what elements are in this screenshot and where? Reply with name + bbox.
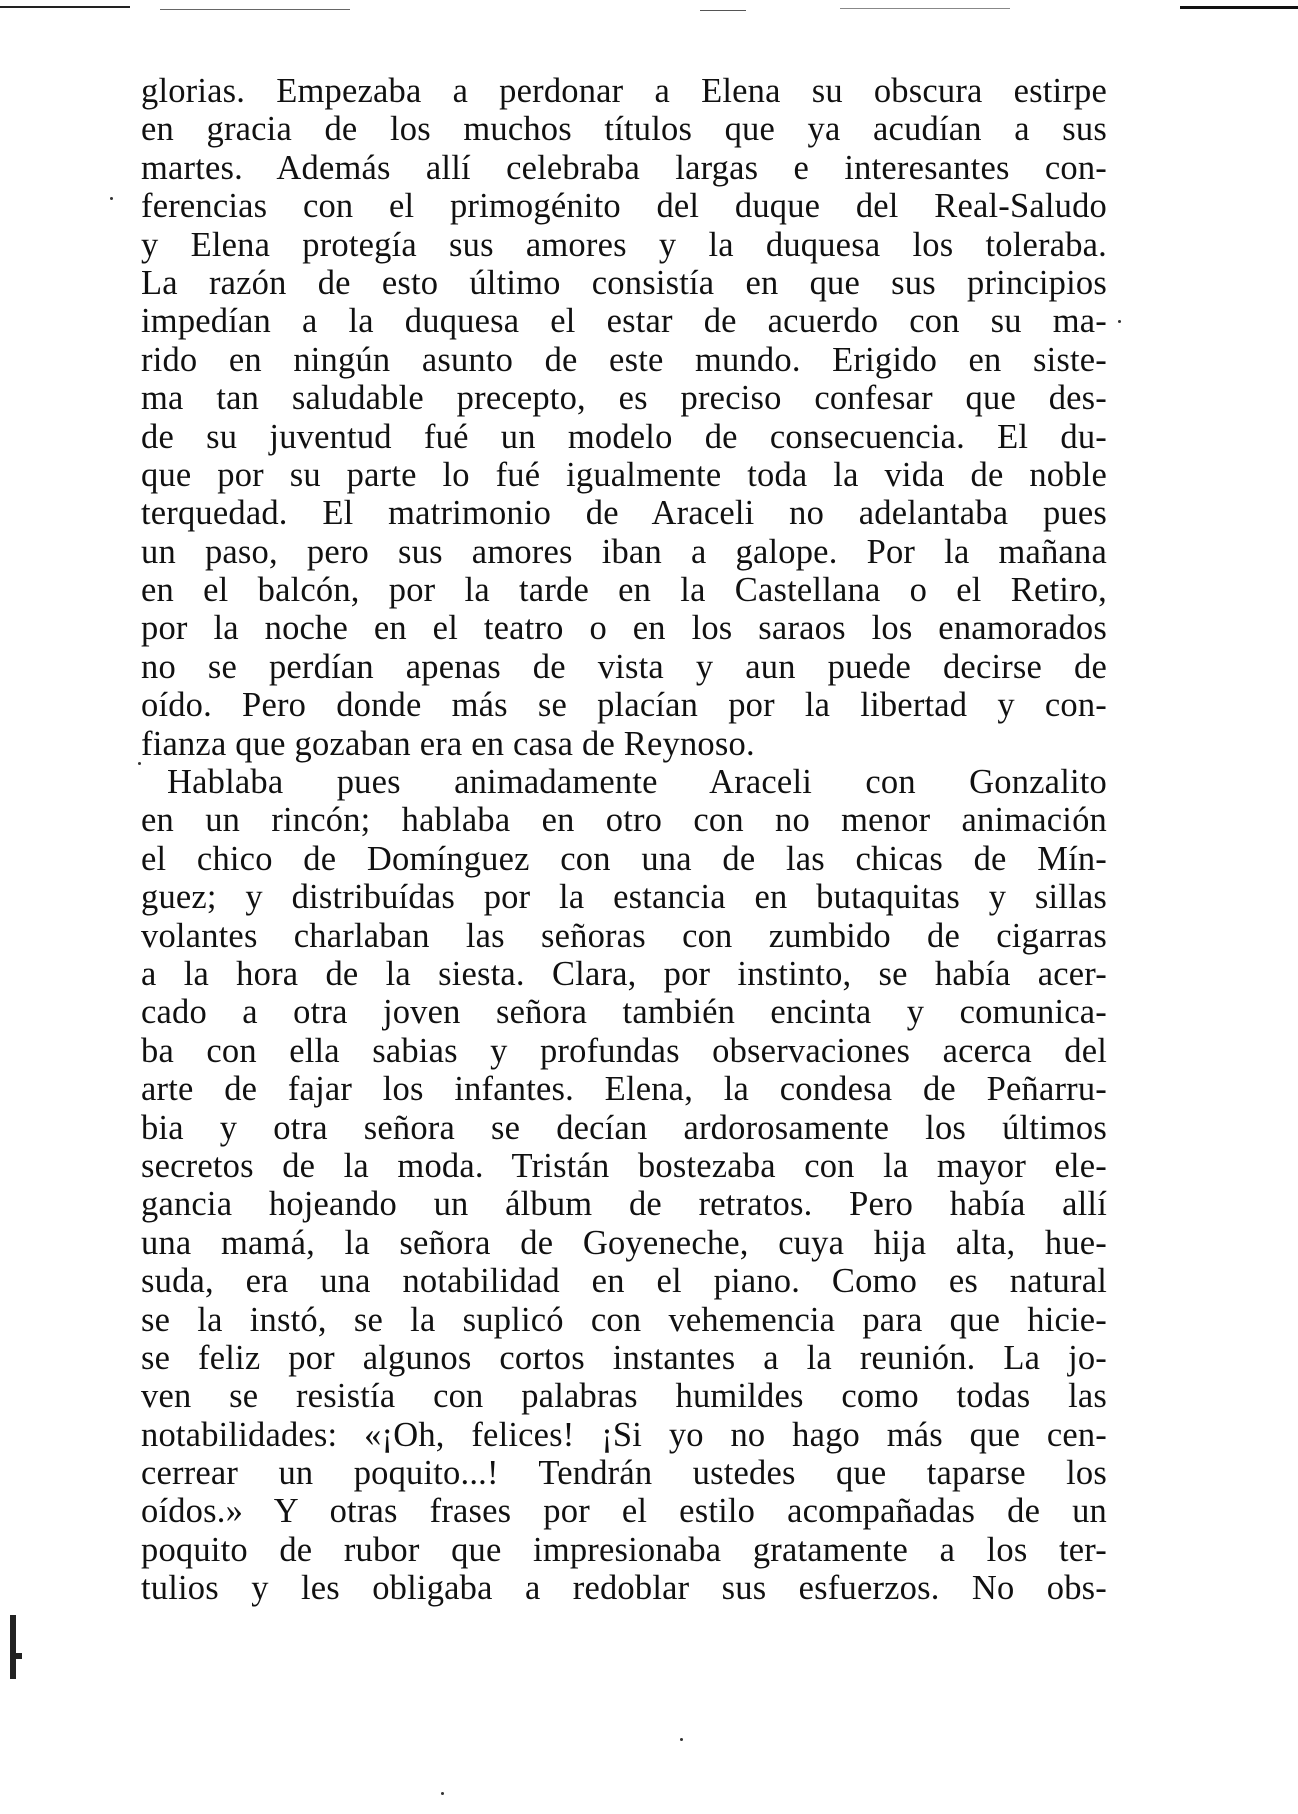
text-line: una mamá, la señora de Goyeneche, cuya hija alta, hue- [141,1223,1107,1262]
text-line: cerrear un poquito...! Tendrán ustedes que taparse los [141,1454,1107,1493]
text-line: de su juventud fué un modelo de consecuencia. El du- [141,417,1107,456]
scan-speck [441,1792,444,1795]
scan-edge-rule [700,10,746,11]
text-line: en el balcón, por la tarde en la Castellana o el Retiro, [141,571,1107,610]
text-line: impedían a la duquesa el estar de acuerdo con su ma- [141,302,1107,341]
text-line: un paso, pero sus amores iban a galope. Por la mañana [141,532,1107,571]
paragraph-end-line: fianza que gozaban era en casa de Reynoso. [141,724,755,763]
text-line: ven se resistía con palabras humildes como todas las [141,1377,1107,1416]
text-line: volantes charlaban las señoras con zumbido de cigarras [141,916,1107,955]
text-line: cado a otra joven señora también encinta y comunica- [141,993,1107,1032]
text-line: suda, era una notabilidad en el piano. Como es natural [141,1262,1107,1301]
text-line: tulios y les obligaba a redoblar sus esfuerzos. No obs- [141,1569,1107,1608]
text-line: martes. Además allí celebraba largas e interesantes con- [141,148,1107,187]
scan-edge-rule [1180,6,1298,9]
text-line: rido en ningún asunto de este mundo. Erigido en siste- [141,340,1107,379]
text-line: poquito de rubor que impresionaba gratamente a los ter- [141,1530,1107,1569]
text-line: el chico de Domínguez con una de las chicas de Mín- [141,839,1107,878]
scan-edge-rule [160,9,350,10]
text-line: ba con ella sabias y profundas observaciones acerca del [141,1031,1107,1070]
text-line: gancia hojeando un álbum de retratos. Pero había allí [141,1185,1107,1224]
scan-speck [110,197,113,200]
text-line: que por su parte lo fué igualmente toda la vida de noble [141,455,1107,494]
text-line: en un rincón; hablaba en otro con no menor animación [141,801,1107,840]
text-line: en gracia de los muchos títulos que ya acudían a sus [141,110,1107,149]
text-line: arte de fajar los infantes. Elena, la condesa de Peñarru- [141,1070,1107,1109]
text-line: guez; y distribuídas por la estancia en butaquitas y sillas [141,878,1107,917]
body-text [141,72,1107,1608]
paragraph-start-line: Hablaba pues animadamente Araceli con Gonzalito [167,763,1107,802]
text-line: oído. Pero donde más se placían por la libertad y con- [141,686,1107,725]
text-line: bia y otra señora se decían ardorosamente los últimos [141,1108,1107,1147]
text-line: notabilidades: «¡Oh, felices! ¡Si yo no hago más que cen- [141,1415,1107,1454]
text-line: ma tan saludable precepto, es preciso confesar que des- [141,379,1107,418]
text-line: terquedad. El matrimonio de Araceli no adelantaba pues [141,494,1107,533]
text-line: ferencias con el primogénito del duque del Real-Saludo [141,187,1107,226]
text-line: a la hora de la siesta. Clara, por instinto, se había acer- [141,954,1107,993]
text-line: oídos.» Y otras frases por el estilo acompañadas de un [141,1492,1107,1531]
scan-speck [1118,320,1121,323]
text-line: glorias. Empezaba a perdonar a Elena su obscura estirpe [141,72,1107,110]
text-line: por la noche en el teatro o en los saraos los enamorados [141,609,1107,648]
text-line: secretos de la moda. Tristán bostezaba con la mayor ele- [141,1146,1107,1185]
text-line: se feliz por algunos cortos instantes a la reunión. La jo- [141,1338,1107,1377]
text-line: y Elena protegía sus amores y la duquesa los toleraba. [141,225,1107,264]
scan-speck [138,762,141,765]
scan-speck [680,1738,683,1741]
scan-edge-rule [0,6,130,8]
text-line: La razón de esto último consistía en que sus principios [141,263,1107,302]
text-line: no se perdían apenas de vista y aun puede decirse de [141,647,1107,686]
scan-margin-mark [10,1615,16,1679]
scan-edge-rule [840,8,1010,9]
text-line: se la instó, se la suplicó con vehemencia para que hicie- [141,1300,1107,1339]
